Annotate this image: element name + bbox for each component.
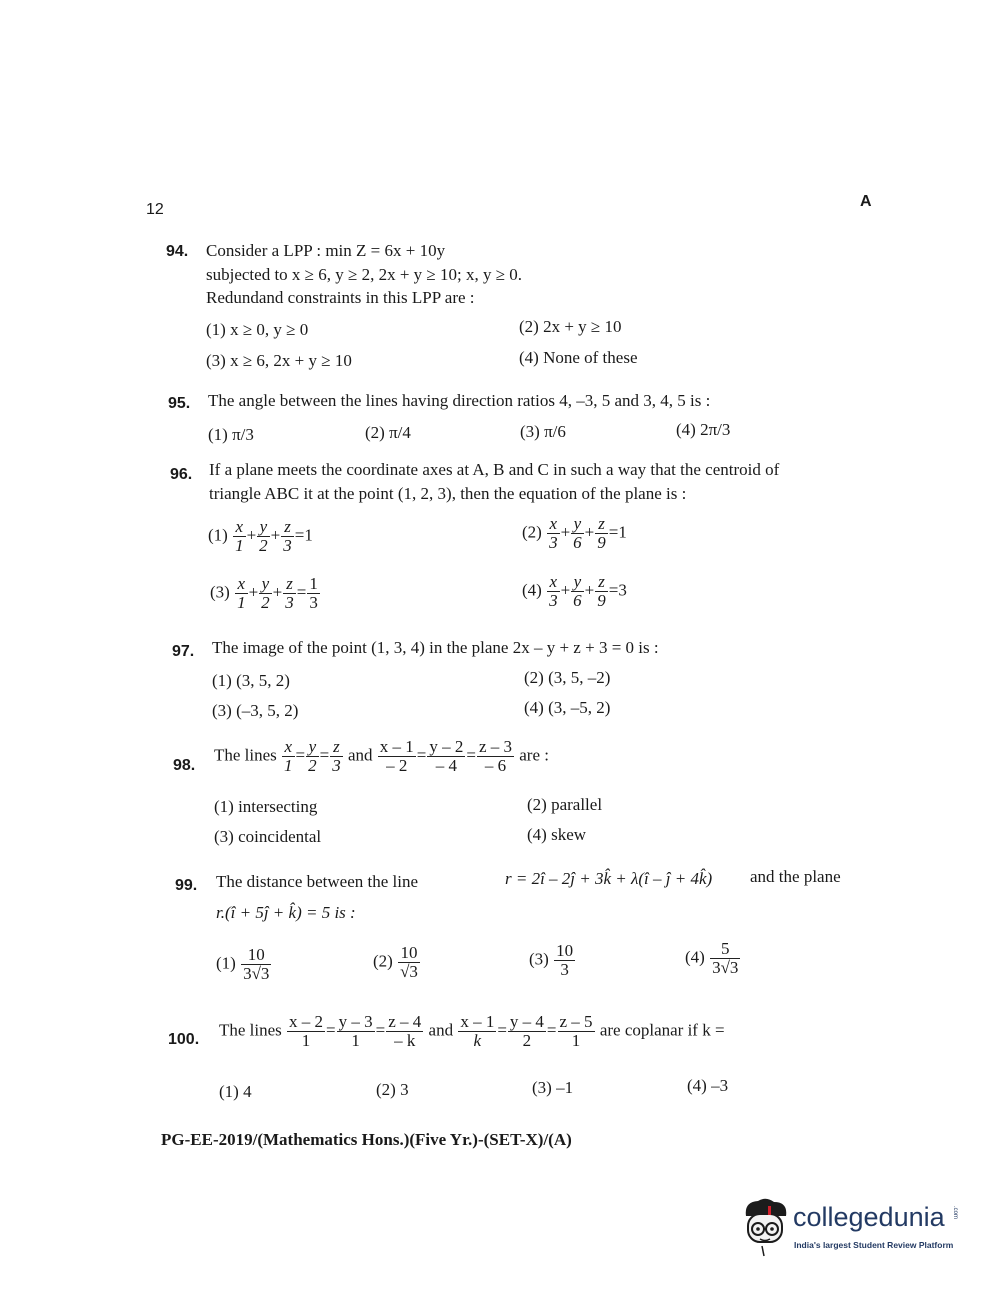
- option-4: (4) $\frac{x}{3}$ + $\frac{y}{6}$ + $\frac{z}{9}$ =3: [522, 572, 627, 610]
- page-number: 12: [146, 201, 164, 218]
- option-1: (1) intersecting: [214, 797, 318, 816]
- question-text: Consider a LPP : min Z = 6x + 10y: [206, 241, 446, 260]
- option-3: (3) $\frac{x}{1}$ + $\frac{y}{2}$ + $\frac{z}{3}$ = $\frac{1}{3}$: [210, 574, 318, 612]
- question-number: 99.: [175, 877, 198, 894]
- option-1: (1) π/3: [208, 425, 254, 444]
- option-3: (3) coincidental: [214, 827, 322, 846]
- question-number: 95.: [168, 395, 191, 412]
- option-2: (2) 3: [376, 1080, 409, 1099]
- paper-code-footer: PG-EE-2019/(Mathematics Hons.)(Five Yr.)-(SET-X)/(A): [161, 1130, 572, 1149]
- option-2: (2) π/4: [365, 423, 411, 442]
- option-4: (4) None of these: [519, 348, 638, 367]
- question-text: The image of the point (1, 3, 4) in the plane 2x – y + z + 3 = 0 is :: [212, 638, 659, 657]
- question-number: 100.: [168, 1031, 200, 1048]
- option-3: (3) (–3, 5, 2): [212, 701, 299, 720]
- option-1: (1) x ≥ 0, y ≥ 0: [206, 320, 309, 339]
- option-2: (2) 2x + y ≥ 10: [519, 317, 622, 336]
- student-mascot-icon: [738, 1196, 792, 1260]
- question-text: The lines $\frac{x - 2}{1}$ = $\frac{y - 3}{1}$ = $\frac{z - 4}{- k}$ and $\frac{x - 1}{k}$ = $\frac{y - 4}{2}$ = $\frac{z - 5}{1}$ are coplanar if k =: [219, 1012, 725, 1050]
- question-text: subjected to x ≥ 6, y ≥ 2, 2x + y ≥ 10; x, y ≥ 0.: [206, 265, 523, 284]
- option-4: (4) –3: [687, 1076, 729, 1095]
- option-3: (3) $\frac{10}{3}$: [529, 941, 574, 979]
- question-text: The angle between the lines having direction ratios 4, –3, 5 and 3, 4, 5 is :: [208, 391, 711, 410]
- question-text: The distance between the line: [216, 872, 419, 891]
- option-1: (1) $\frac{x}{1}$ + $\frac{y}{2}$ + $\frac{z}{3}$ =1: [208, 517, 313, 555]
- question-number: 96.: [170, 466, 193, 483]
- option-2: (2) parallel: [527, 795, 603, 814]
- option-4: (4) 2π/3: [676, 420, 731, 439]
- option-1: (1) (3, 5, 2): [212, 671, 290, 690]
- logo-tagline: India's largest Student Review Platform: [794, 1240, 954, 1250]
- option-1: (1) $\frac{10}{3√3}$: [216, 945, 270, 983]
- option-3: (3) π/6: [520, 422, 566, 441]
- option-2: (2) (3, 5, –2): [524, 668, 611, 687]
- option-3: (3) –1: [532, 1078, 574, 1097]
- logo-suffix: .com: [952, 1206, 958, 1220]
- option-2: (2) $\frac{x}{3}$ + $\frac{y}{6}$ + $\frac{z}{9}$ =1: [522, 514, 627, 552]
- question-text: If a plane meets the coordinate axes at A, B and C in such a way that the centroid of: [209, 460, 780, 479]
- question-number: 94.: [166, 243, 189, 260]
- collegedunia-logo: [738, 1196, 958, 1260]
- option-4: (4) (3, –5, 2): [524, 698, 611, 717]
- question-text: and the plane: [750, 867, 841, 886]
- question-text: Redundand constraints in this LPP are :: [206, 288, 475, 307]
- plane-equation: r.(î + 5ĵ + k̂) = 5 is :: [216, 903, 356, 922]
- logo-wordmark: collegedunia: [793, 1202, 945, 1232]
- line-equation: r = 2î – 2ĵ + 3k̂ + λ(î – ĵ + 4k̂): [505, 869, 713, 888]
- set-code: A: [860, 193, 872, 210]
- option-4: (4) skew: [527, 825, 587, 844]
- option-3: (3) x ≥ 6, 2x + y ≥ 10: [206, 351, 352, 370]
- option-1: (1) 4: [219, 1082, 252, 1101]
- question-text: The lines $\frac{x}{1}$ = $\frac{y}{2}$ = $\frac{z}{3}$ and $\frac{x - 1}{- 2}$ = $\frac{y - 2}{- 4}$ = $\frac{z - 3}{- 6}$ are :: [214, 737, 549, 775]
- question-number: 97.: [172, 643, 195, 660]
- option-4: (4) $\frac{5}{3√3}$: [685, 939, 739, 977]
- question-text: triangle ABC it at the point (1, 2, 3), then the equation of the plane is :: [209, 484, 687, 503]
- option-2: (2) $\frac{10}{√3}$: [373, 943, 418, 981]
- question-number: 98.: [173, 757, 196, 774]
